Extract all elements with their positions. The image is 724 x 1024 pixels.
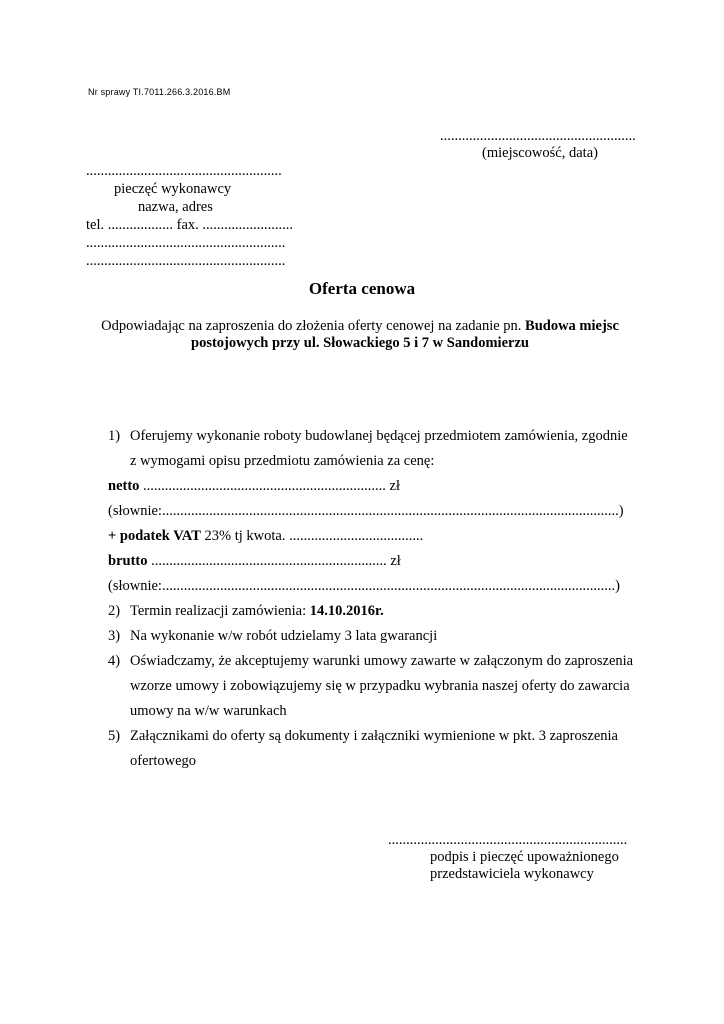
signature-dots: .................................................................. (388, 832, 628, 848)
list-item-3 (108, 628, 668, 653)
brutto-label: brutto (108, 553, 148, 569)
list-item-2 (108, 603, 668, 628)
item-text: umowy na w/w warunkach (130, 703, 287, 719)
contractor-dots: ...................................................... (86, 163, 282, 179)
list-item-5 (108, 728, 668, 753)
item-text: Oferujemy wykonanie roboty budowlanej będącej przedmiotem zamówienia, zgodnie (130, 428, 628, 444)
vat-line (108, 528, 668, 553)
place-date-label: (miejscowość, data) (482, 145, 598, 161)
signature-label (430, 849, 619, 883)
list-item-1-cont (108, 453, 668, 478)
contractor-line-1: ....................................................... (86, 235, 286, 251)
list-item-4-cont (108, 678, 668, 703)
slownie-line-1 (108, 503, 668, 528)
signature-label-line-2: przedstawiciela wykonawcy (430, 866, 594, 882)
item-text: Oświadczamy, że akceptujemy warunki umowy zawarte w załączonym do zaproszenia (130, 653, 634, 669)
item-text: ofertowego (130, 753, 197, 769)
deadline-date: 14.10.2016r. (309, 603, 384, 619)
item-text: Na wykonanie w/w robót udzielamy 3 lata gwarancji (130, 628, 438, 644)
slownie-text: (słownie:..............................................................................................................................) (108, 503, 624, 519)
item-text: Załącznikami do oferty są dokumenty i załączniki wymienione w pkt. 3 zaproszenia (130, 728, 618, 744)
list-item-1 (108, 428, 668, 453)
task-name: Budowa miejsc postojowych przy ul. Słowackiego 5 i 7 w Sandomierzu (191, 318, 619, 351)
case-number: Nr sprawy TI.7011.266.3.2016.BM (88, 87, 231, 97)
netto-line (108, 478, 668, 503)
list-item-4 (108, 653, 668, 678)
offer-list (108, 428, 668, 778)
vat-label: + podatek VAT (108, 528, 201, 544)
intro-paragraph (80, 318, 640, 352)
item-number: 3) (108, 628, 121, 644)
netto-label: netto (108, 478, 140, 494)
list-item-4-cont (108, 703, 668, 728)
vat-dots: 23% tj kwota. ..................................... (200, 528, 424, 544)
brutto-line (108, 553, 668, 578)
slownie-text: (słownie:.............................................................................................................................) (108, 578, 620, 594)
contractor-stamp-label: pieczęć wykonawcy (114, 181, 232, 197)
page-title: Oferta cenowa (308, 279, 416, 298)
slownie-line-2 (108, 578, 668, 603)
item-text: Termin realizacji zamówienia: (130, 603, 310, 619)
brutto-dots: ................................................................. zł (147, 553, 401, 569)
item-text: wzorze umowy i zobowiązujemy się w przypadku wybrania naszej oferty do zawarcia (130, 678, 630, 694)
signature-label-line-1: podpis i pieczęć upoważnionego (430, 849, 619, 865)
contractor-line-2: ....................................................... (86, 253, 286, 269)
contractor-tel-fax: tel. .................. fax. ......................... (86, 217, 294, 233)
item-number: 5) (108, 728, 121, 744)
contractor-block (86, 163, 293, 271)
contractor-name-address: nazwa, adres (138, 199, 213, 215)
intro-text: Odpowiadając na zaproszenia do złożenia oferty cenowej na zadanie pn. (101, 318, 526, 334)
place-date-dots: ...................................................... (440, 128, 636, 144)
item-number: 4) (108, 653, 121, 669)
item-text: z wymogami opisu przedmiotu zamówienia za cenę: (130, 453, 435, 469)
item-number: 1) (108, 428, 121, 444)
list-item-5-cont (108, 753, 668, 778)
item-number: 2) (108, 603, 121, 619)
netto-dots: ................................................................... zł (139, 478, 401, 494)
